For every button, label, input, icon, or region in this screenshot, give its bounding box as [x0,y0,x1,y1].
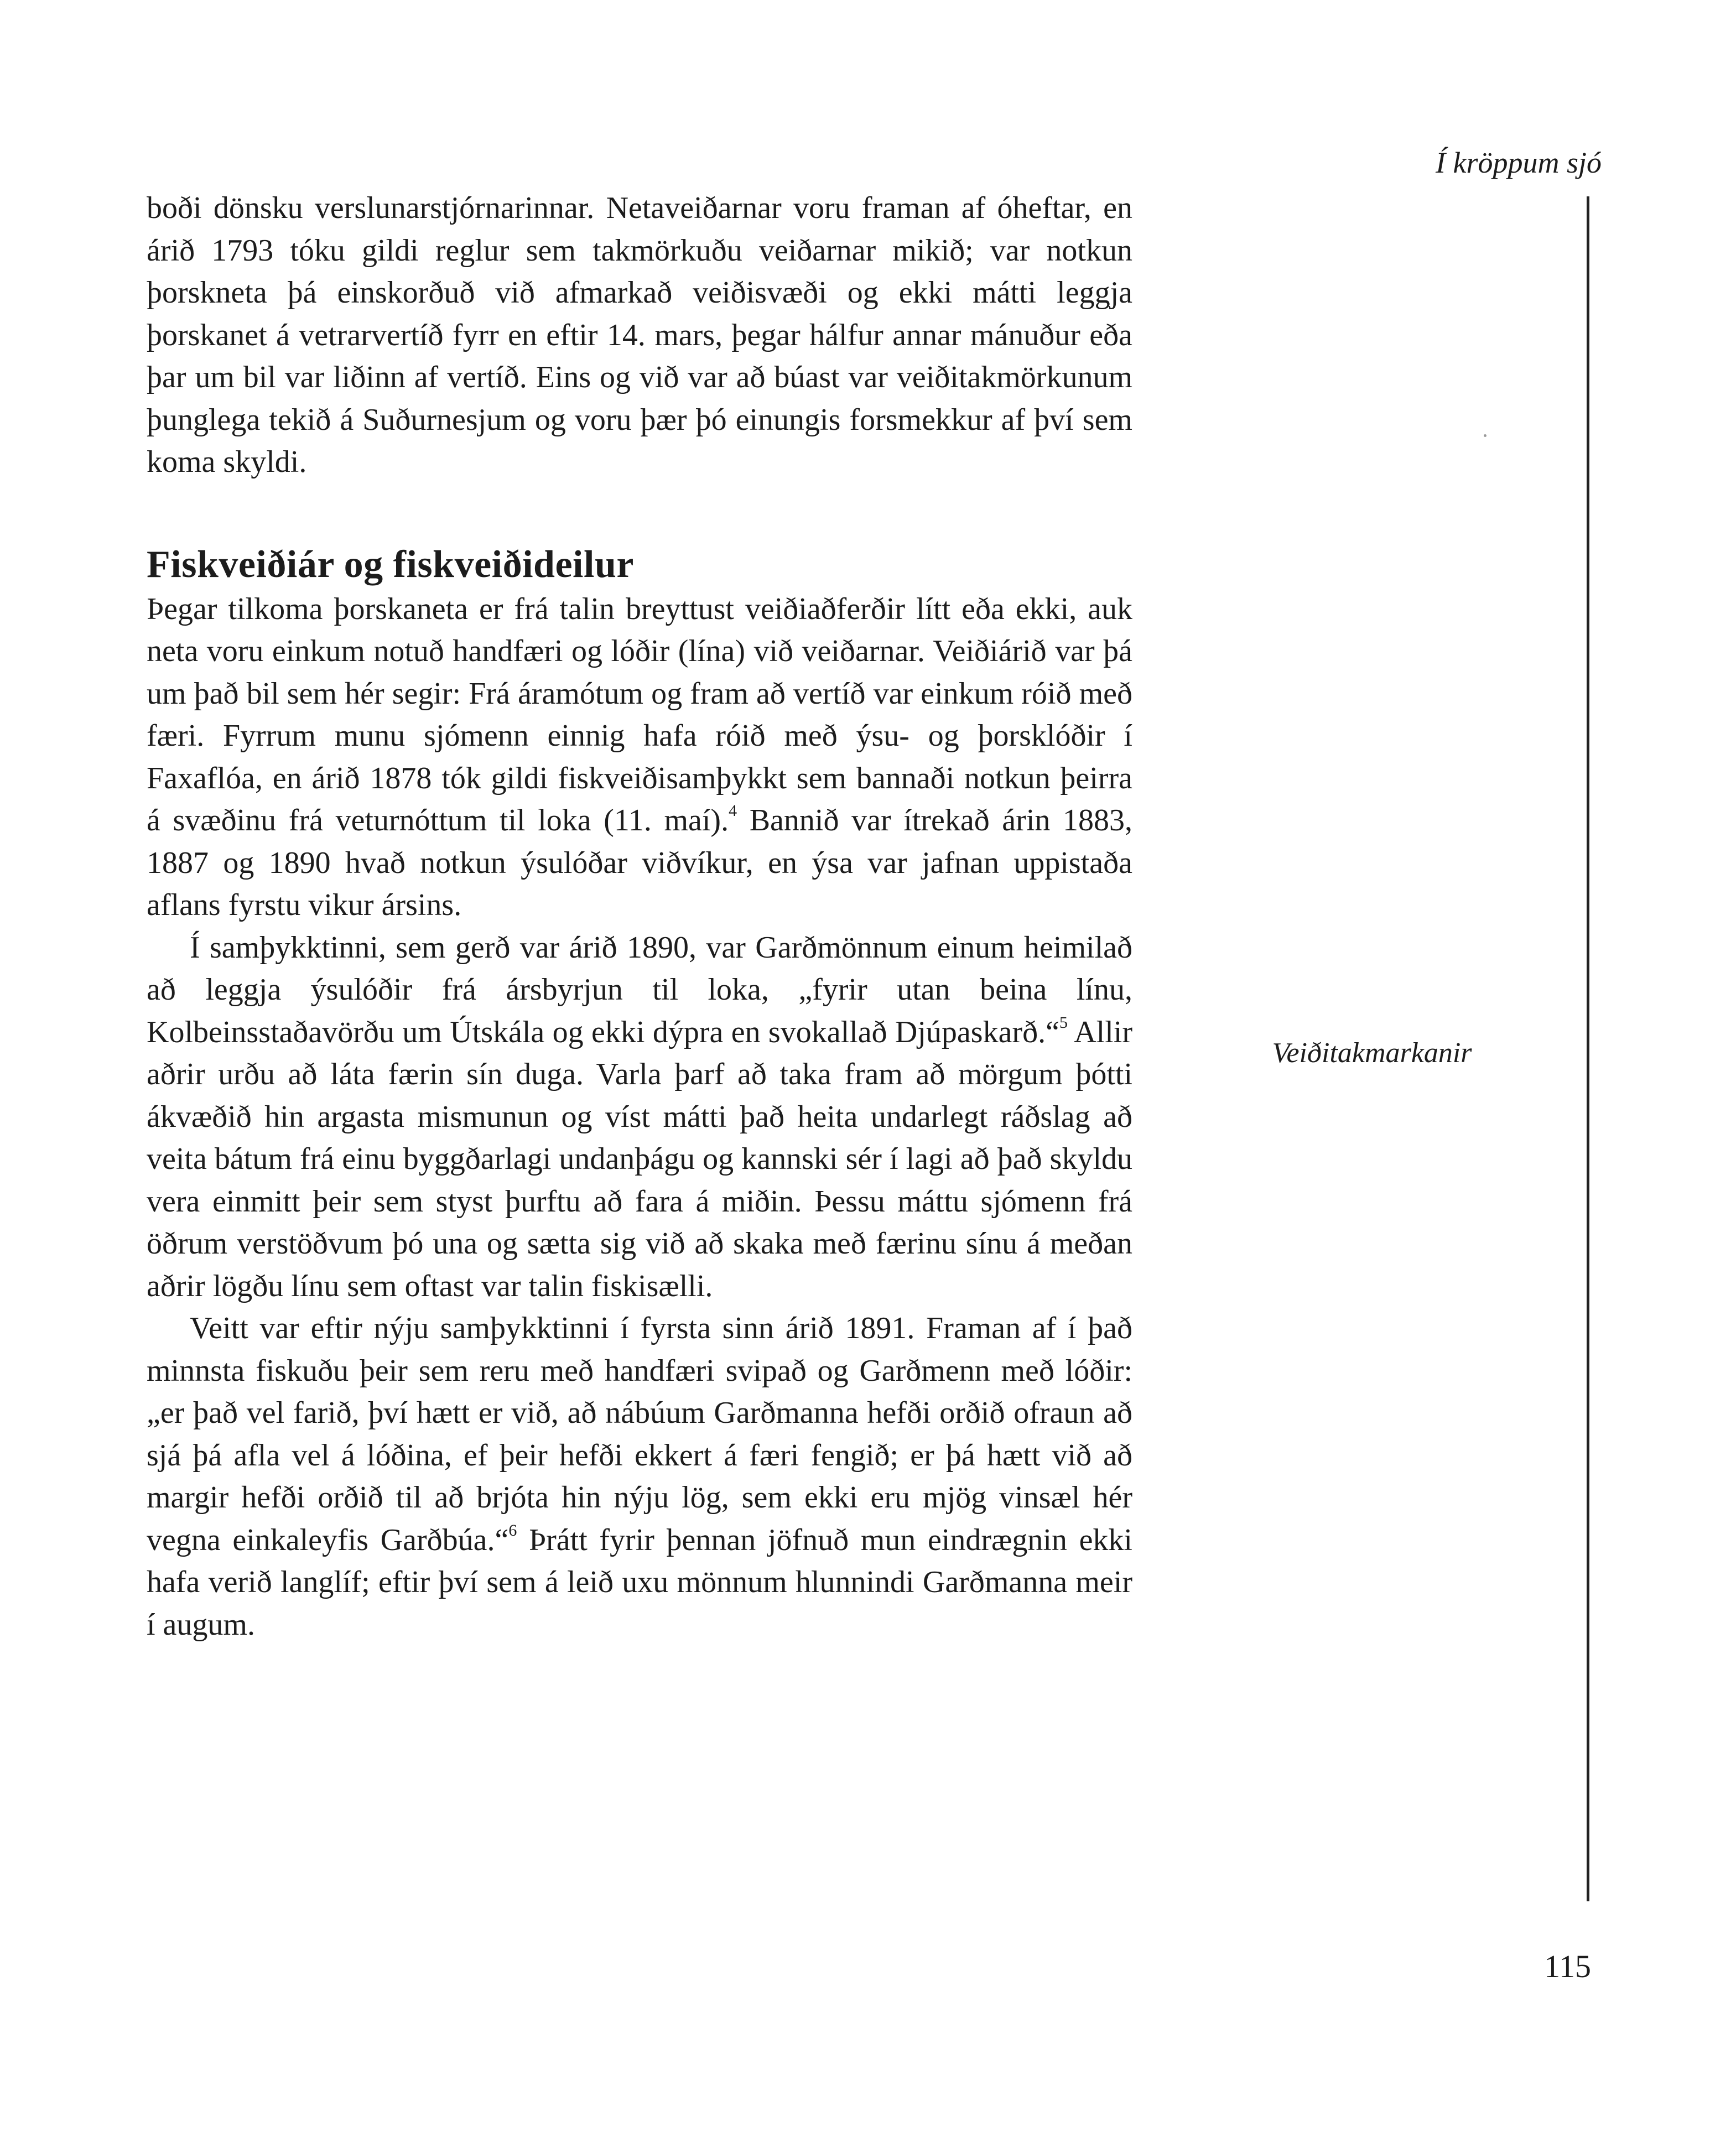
running-head: Í kröppum sjó [1436,146,1602,179]
margin-note: Veiðitakmarkanir [1272,1037,1472,1069]
paragraph-2 [147,927,1132,1308]
footnote-marker-5: 5 [1059,1013,1068,1032]
scan-speck [1484,434,1486,437]
footnote-marker-6: 6 [508,1521,517,1540]
paragraph-2-text: Í samþykktinni, sem gerð var árið 1890, var Garðmönnum einum heimilað að leggja ýsulóðir frá ársbyrjun til loka, „fyrir utan beina línu, Kolbeinsstaðavörðu um Útskála og ekki dýpra en svokallað Djúpaskarð.“ [147,930,1132,1049]
paragraph-3-text: Veitt var eftir nýju samþykktinni í fyrsta sinn árið 1891. Framan af í það minnsta fiskuðu þeir sem reru með handfæri svipað og Garðmenn með lóðir: „er það vel farið, því hætt er við, að nábúum Garðmanna hefði orðið ofraun að sjá þá afla vel á lóðina, ef þeir hefði ekkert á færi fengið; er þá hætt við að margir hefði orðið til að brjóta hin nýju lög, sem ekki eru mjög vinsæl hér vegna einkaleyfis Garðbúa.“ [147,1311,1132,1557]
margin-rule [1587,196,1589,1901]
paragraph-1 [147,588,1132,927]
section-heading: Fiskveiðiár og fiskveiðideilur [147,543,634,586]
paragraph-1-text-cont: Bannið var ítrekað árin 1883, 1887 og 1890 hvað notkun ýsulóðar viðvíkur, en ýsa var jafnan uppistaða aflans fyrstu vikur ársins. [147,803,1132,922]
paragraph-3-text-cont: Þrátt fyrir þennan jöfnuð mun eindrægnin ekki hafa verið langlíf; eftir því sem á leið uxu mönnum hlunnindi Garðmanna meir í augum. [147,1522,1132,1642]
intro-paragraph: boði dönsku verslunarstjórnarinnar. Netaveiðarnar voru framan af óheftar, en árið 1793 tóku gildi reglur sem takmörkuðu veiðarnar mikið; var notkun þorskneta þá einskorðuð við afmarkað veiðisvæði og ekki mátti leggja þorskanet á vetrarvertíð fyrr en eftir 14. mars, þegar hálfur annar mánuður eða þar um bil var liðinn af vertíð. Eins og við var að búast var veiðitakmörkunum þunglega tekið á Suðurnesjum og voru þær þó einungis forsmekkur af því sem koma skyldi. [147,191,1132,479]
paragraph-1-text: Þegar tilkoma þorskaneta er frá talin breyttust veiðiaðferðir lítt eða ekki, auk neta voru einkum notuð handfæri og lóðir (lína) við veiðarnar. Veiðiárið var þá um það bil sem hér segir: Frá áramótum og fram að vertíð var einkum róið með færi. Fyrrum munu sjómenn einnig hafa róið með ýsu- og þorsklóðir í Faxaflóa, en árið 1878 tók gildi fiskveiðisamþykkt sem bannaði notkun þeirra á svæðinu frá veturnóttum til loka (11. maí). [147,591,1132,838]
page-number: 115 [1544,1948,1591,1984]
footnote-marker-4: 4 [729,802,737,820]
body-text-column [147,187,1132,1646]
paragraph-3 [147,1307,1132,1646]
paragraph-2-text-cont: Allir aðrir urðu að láta færin sín duga. Varla þarf að taka fram að mörgum þótti ákvæðið hin argasta mismunun og víst mátti það heita undarlegt ráðslag að veita bátum frá einu byggðarlagi undanþágu og kannski sér í lagi að það skyldu vera einmitt þeir sem styst þurftu að fara á miðin. Þessu máttu sjómenn frá öðrum verstöðvum þó una og sætta sig við að skaka með færinu sínu á meðan aðrir lögðu línu sem oftast var talin fiskisælli. [147,1015,1132,1303]
